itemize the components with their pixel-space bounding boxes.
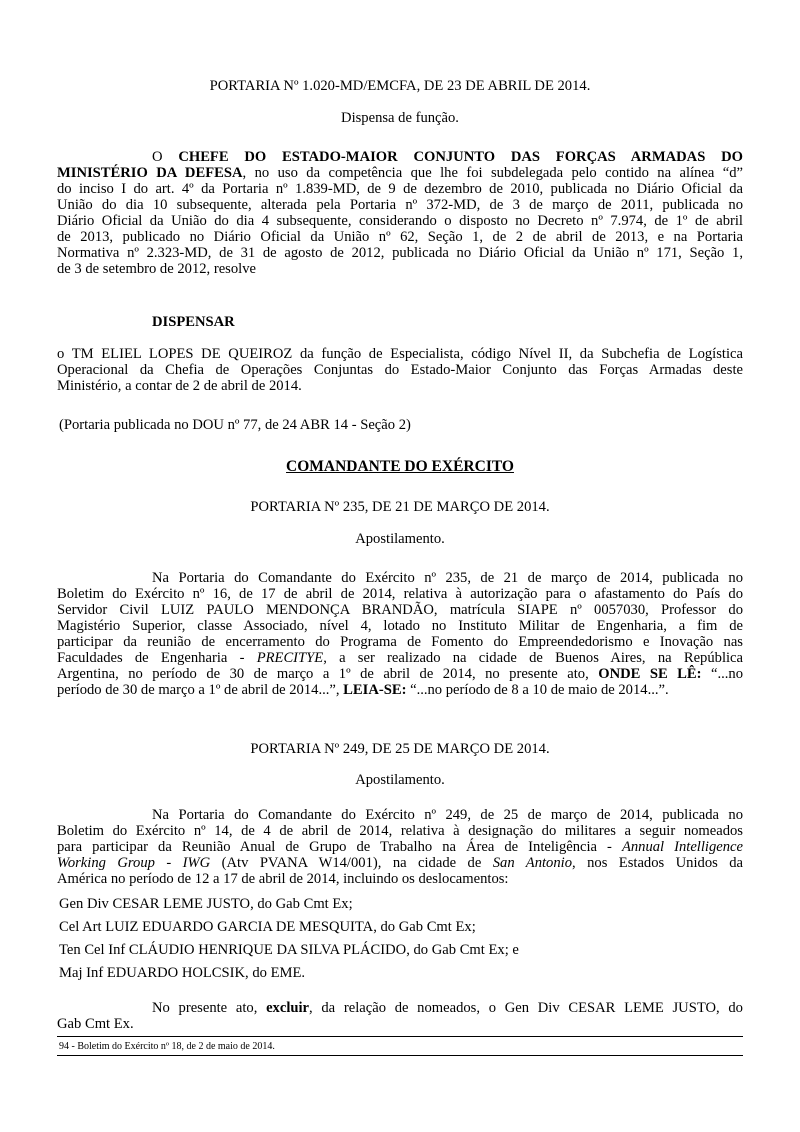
dispensar-heading: DISPENSAR (152, 314, 235, 330)
portaria-235-line: Boletim do Exército nº 16, de 17 de abril de 2014, relativa à autorização para o afastamento do País do (57, 586, 743, 602)
portaria-235-line: período de 30 de março a 1º de abril de 2014...”, LEIA-SE: “...no período de 8 a 10 de maio de 2014...”. (57, 682, 669, 698)
portaria-1020-para1-line: de 3 de setembro de 2012, resolve (57, 261, 256, 277)
footer-bottom-rule (57, 1055, 743, 1056)
portaria-235-line: Magistério Superior, classe Associado, nível 4, lotado no Instituto Militar de Engenharia, a fim de (57, 618, 743, 634)
publication-note: (Portaria publicada no DOU nº 77, de 24 ABR 14 - Seção 2) (59, 417, 411, 433)
portaria-235-line: Na Portaria do Comandante do Exército nº 235, de 21 de março de 2014, publicada no (152, 570, 743, 586)
portaria-1020-para1-line: Normativa nº 2.323-MD, de 31 de agosto de 2012, publicada no Diário Oficial da União nº 171, Seção 1, (57, 245, 743, 261)
portaria-1020-para1-line: União do dia 10 subsequente, alterada pela Portaria nº 372-MD, de 3 de março de 2011, publicada no (57, 197, 743, 213)
portaria-235-line: Argentina, no período de 30 de março a 1º de abril de 2014, no presente ato, ONDE SE LÊ: “...no (57, 666, 744, 682)
portaria-1020-para1-line: O CHEFE DO ESTADO-MAIOR CONJUNTO DAS FORÇAS ARMADAS DO (152, 149, 743, 165)
nominee-item: Ten Cel Inf CLÁUDIO HENRIQUE DA SILVA PLÁCIDO, do Gab Cmt Ex; e (59, 942, 519, 958)
portaria-249-line: América no período de 12 a 17 de abril de 2014, incluindo os deslocamentos: (57, 871, 509, 887)
portaria-1020-para2-line: Ministério, a contar de 2 de abril de 2014. (57, 378, 302, 394)
portaria-235-title: PORTARIA Nº 235, DE 21 DE MARÇO DE 2014. (250, 499, 550, 515)
footer-top-rule (57, 1036, 743, 1037)
section-title: COMANDANTE DO EXÉRCITO (286, 458, 514, 475)
portaria-235-line: participar da reunião de encerramento do Programa de Fomento do Empreendedorismo e Inovação nas (57, 634, 743, 650)
portaria-1020-para1-line: de 2013, publicado no Diário Oficial da União nº 62, Seção 1, de 2 de abril de 2013, e na Portaria (57, 229, 743, 245)
nominee-item: Cel Art LUIZ EDUARDO GARCIA DE MESQUITA, do Gab Cmt Ex; (59, 919, 476, 935)
portaria-1020-para1-line: Diário Oficial da União do dia 4 subsequente, considerando o disposto no Decreto nº 7.974, de 1º de abril (57, 213, 743, 229)
portaria-249-line: Boletim do Exército nº 14, de 4 de abril de 2014, relativa à designação do militares a seguir nomeados (57, 823, 743, 839)
portaria-249-title: PORTARIA Nº 249, DE 25 DE MARÇO DE 2014. (250, 741, 550, 757)
portaria-1020-para1-line: do inciso I do art. 4º da Portaria nº 1.839-MD, de 9 de dezembro de 2010, publicada no Diário Oficial da (57, 181, 743, 197)
page-footer: 94 - Boletim do Exército nº 18, de 2 de maio de 2014. (59, 1041, 275, 1052)
portaria-249-line: Working Group - IWG (Atv PVANA W14/001), na cidade de San Antonio, nos Estados Unidos da (57, 855, 743, 871)
portaria-249-subject: Apostilamento. (355, 772, 445, 788)
portaria-249-line: para participar da Reunião Anual de Grupo de Trabalho na Área de Inteligência - Annual Intelligence (57, 839, 743, 855)
portaria-235-line: Faculdades de Engenharia - PRECITYE, a ser realizado na cidade de Buenos Aires, na República (57, 650, 744, 666)
portaria-249-final-line: No presente ato, excluir, da relação de nomeados, o Gen Div CESAR LEME JUSTO, do (152, 1000, 743, 1016)
portaria-1020-title: PORTARIA Nº 1.020-MD/EMCFA, DE 23 DE ABRIL DE 2014. (209, 78, 591, 94)
portaria-1020-subject: Dispensa de função. (341, 110, 459, 126)
portaria-1020-para2-line: Operacional da Chefia de Operações Conjuntas do Estado-Maior Conjunto das Forças Armadas deste (57, 362, 743, 378)
nominee-item: Gen Div CESAR LEME JUSTO, do Gab Cmt Ex; (59, 896, 353, 912)
portaria-249-line: Na Portaria do Comandante do Exército nº 249, de 25 de março de 2014, publicada no (152, 807, 743, 823)
portaria-235-subject: Apostilamento. (355, 531, 445, 547)
portaria-249-final-line: Gab Cmt Ex. (57, 1016, 134, 1032)
nominee-item: Maj Inf EDUARDO HOLCSIK, do EME. (59, 965, 306, 981)
portaria-1020-para2-line: o TM ELIEL LOPES DE QUEIROZ da função de Especialista, código Nível II, da Subchefia de Logística (57, 346, 743, 362)
portaria-235-line: Servidor Civil LUIZ PAULO MENDONÇA BRANDÃO, matrícula SIAPE nº 0057030, Professor do (57, 602, 743, 618)
portaria-1020-para1-line: MINISTÉRIO DA DEFESA, no uso da competência que lhe foi subdelegada pelo contido na alínea “d” (57, 165, 743, 181)
